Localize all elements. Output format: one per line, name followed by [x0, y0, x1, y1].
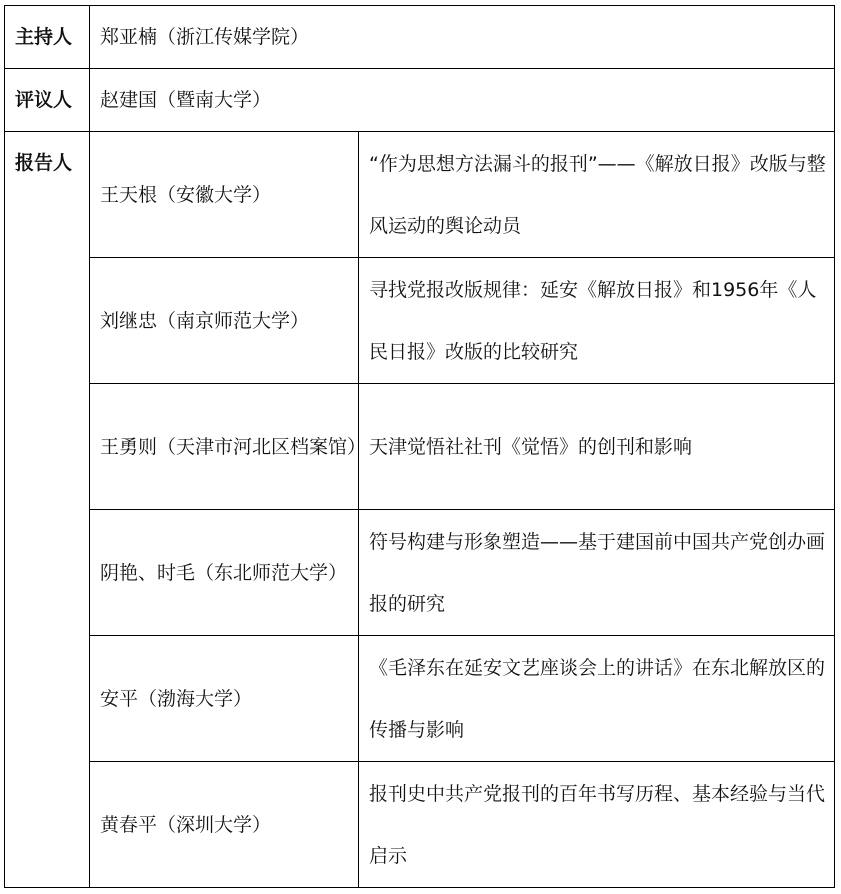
host-row	[5, 6, 835, 69]
commentator-role-label: 评议人	[5, 69, 90, 132]
reporter-row	[5, 762, 835, 888]
reporter-row	[5, 132, 835, 258]
commentator-row	[5, 69, 835, 132]
reporter-row	[5, 510, 835, 636]
commentator-name: 赵建国（暨南大学）	[90, 69, 835, 132]
report-title: 天津觉悟社社刊《觉悟》的创刊和影响	[359, 384, 835, 510]
reporter-name: 安平（渤海大学）	[90, 636, 359, 762]
reporter-name: 王天根（安徽大学）	[90, 132, 359, 258]
reporter-row	[5, 384, 835, 510]
reporter-row	[5, 258, 835, 384]
report-title: 符号构建与形象塑造——基于建国前中国共产党创办画报的研究	[359, 510, 835, 636]
schedule-table	[4, 5, 835, 888]
reporters-role-label: 报告人	[5, 132, 90, 888]
reporter-name: 刘继忠（南京师范大学）	[90, 258, 359, 384]
reporter-name: 黄春平（深圳大学）	[90, 762, 359, 888]
host-name: 郑亚楠（浙江传媒学院）	[90, 6, 835, 69]
reporter-name: 王勇则（天津市河北区档案馆）	[90, 384, 359, 510]
report-title: “作为思想方法漏斗的报刊”——《解放日报》改版与整风运动的舆论动员	[359, 132, 835, 258]
report-title: 报刊史中共产党报刊的百年书写历程、基本经验与当代启示	[359, 762, 835, 888]
reporter-row	[5, 636, 835, 762]
host-role-label: 主持人	[5, 6, 90, 69]
report-title: 寻找党报改版规律：延安《解放日报》和1956年《人民日报》改版的比较研究	[359, 258, 835, 384]
reporter-name: 阴艳、时毛（东北师范大学）	[90, 510, 359, 636]
report-title: 《毛泽东在延安文艺座谈会上的讲话》在东北解放区的传播与影响	[359, 636, 835, 762]
